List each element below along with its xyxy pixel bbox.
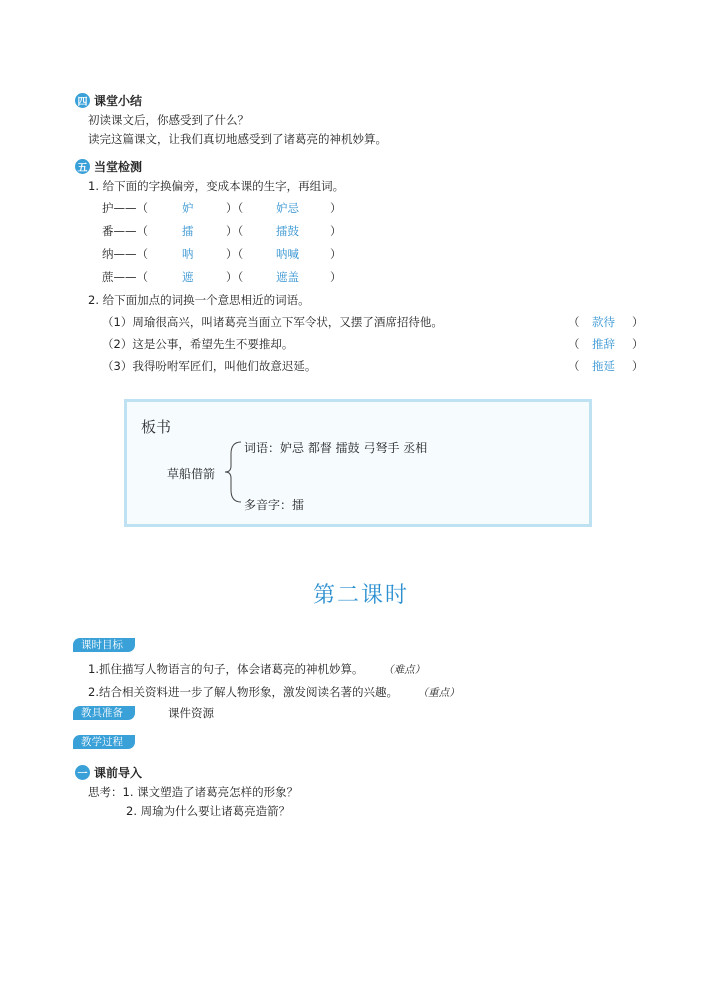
item-answer: 拖延: [592, 359, 615, 373]
section-number-badge: 一: [75, 765, 90, 780]
row-paren: ）（: [226, 201, 244, 215]
item-answer: 推辞: [592, 337, 615, 351]
row-answer-char: 呐: [182, 247, 194, 261]
item-paren-open: （: [568, 359, 580, 373]
row-answer-word: 擂鼓: [276, 224, 299, 238]
goal-2-text: 2.结合相关资料进一步了解人物形象，激发阅读名著的兴趣。: [88, 685, 398, 699]
row-paren-close: ）: [330, 247, 342, 261]
section-number-badge: 四: [75, 93, 90, 108]
blackboard-summary: [124, 399, 592, 527]
section-header-intro: [75, 764, 142, 781]
goal-1-text: 1.抓住描写人物语言的句子，体会诸葛亮的神机妙算。: [88, 662, 364, 676]
summary-question: 初读课文后，你感受到了什么？: [88, 113, 249, 127]
section-header-summary: [75, 92, 142, 109]
board-root: 草船借箭: [167, 467, 216, 481]
goal-1: [88, 661, 425, 677]
item-sentence: （2）这是公事，希望先生不要推却。: [102, 337, 294, 351]
lesson-title: 第二课时: [312, 583, 409, 608]
exercise-row: [102, 269, 352, 285]
question-1: 1. 给下面的字换偏旁，变成本课的生字，再组词。: [88, 179, 345, 193]
prep-value: 课件资源: [168, 706, 214, 720]
summary-answer: 读完这篇课文，让我们真切地感受到了诸葛亮的神机妙算。: [88, 132, 387, 146]
brace-icon: [223, 440, 243, 504]
item-sentence: （3）我得吩咐军匠们，叫他们故意迟延。: [102, 359, 317, 373]
item-paren-close: ）: [632, 315, 644, 329]
row-base-char: 纳——（: [102, 247, 148, 261]
item-paren-open: （: [568, 315, 580, 329]
section-number-badge: 五: [75, 159, 90, 174]
row-answer-char: 妒: [182, 201, 194, 215]
exercise-row: [102, 246, 352, 262]
goal-2: [88, 684, 460, 700]
item-paren-open: （: [568, 337, 580, 351]
row-paren: ）（: [226, 270, 244, 284]
section-header-test: [75, 158, 142, 175]
row-answer-char: 擂: [182, 224, 194, 238]
section-title: 课堂小结: [94, 94, 143, 108]
item-paren-close: ）: [632, 337, 644, 351]
board-branch-words: 词语：妒忌 都督 擂鼓 弓弩手 丞相: [244, 441, 428, 455]
row-answer-word: 遮盖: [276, 270, 299, 284]
question-2: 2. 给下面加点的词换一个意思相近的词语。: [88, 293, 310, 307]
row-paren-close: ）: [330, 201, 342, 215]
item-answer: 款待: [592, 315, 615, 329]
board-title: 板书: [141, 418, 172, 436]
replace-word-item: [102, 358, 647, 374]
goal-2-note: （重点）: [417, 687, 460, 699]
think-question-2: 2. 周瑜为什么要让诸葛亮造箭？: [126, 804, 291, 818]
item-paren-close: ）: [632, 359, 644, 373]
exercise-row: [102, 200, 352, 216]
think-question-1: 思考：1. 课文塑造了诸葛亮怎样的形象？: [88, 785, 299, 799]
row-answer-char: 遮: [182, 270, 194, 284]
board-branch-polyphone: 多音字：擂: [244, 498, 305, 512]
goals-tag: 课时目标: [73, 638, 135, 652]
goal-1-note: （难点）: [383, 664, 426, 676]
row-paren: ）（: [226, 247, 244, 261]
row-answer-word: 呐喊: [276, 247, 299, 261]
section-title: 当堂检测: [94, 160, 143, 174]
row-base-char: 护——（: [102, 201, 148, 215]
row-answer-word: 妒忌: [276, 201, 299, 215]
process-tag: 教学过程: [73, 735, 135, 749]
replace-word-item: [102, 336, 647, 352]
row-paren: ）（: [226, 224, 244, 238]
item-sentence: （1）周瑜很高兴，叫诸葛亮当面立下军令状，又摆了酒席招待他。: [102, 315, 443, 329]
row-base-char: 番——（: [102, 224, 148, 238]
row-paren-close: ）: [330, 270, 342, 284]
section-title: 课前导入: [94, 766, 143, 780]
exercise-row: [102, 223, 352, 239]
row-base-char: 蔗——（: [102, 270, 148, 284]
replace-word-item: [102, 314, 647, 330]
prep-tag: 教具准备: [73, 706, 135, 720]
row-paren-close: ）: [330, 224, 342, 238]
